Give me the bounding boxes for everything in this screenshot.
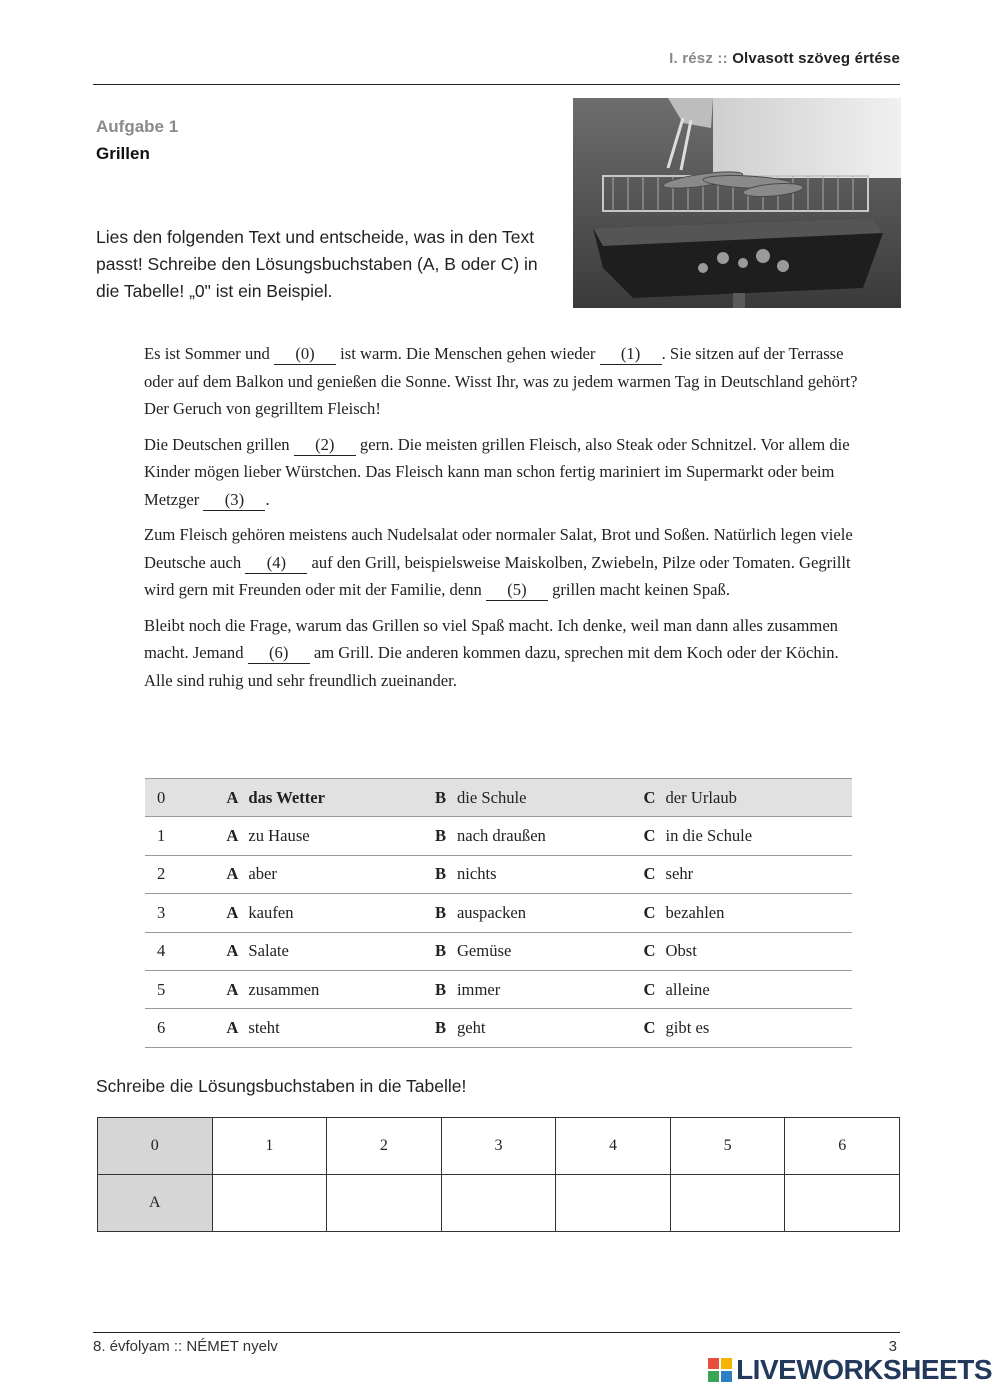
text-run: auf den Grill, beispielsweise Maiskolben, Zwiebeln, Pilze oder Tomaten. Gegrillt wird gern mit Freunden oder mit der Familie, denn xyxy=(144,552,851,599)
option-row xyxy=(145,855,852,893)
option-text: nach draußen xyxy=(456,826,546,846)
answer-header-row xyxy=(98,1118,900,1175)
footer-divider xyxy=(93,1332,900,1333)
task-label: Aufgabe 1 xyxy=(96,117,179,136)
option-number: 4 xyxy=(145,932,226,970)
answer-caption: Schreibe die Lösungsbuchstaben in die Tabelle! xyxy=(96,1076,467,1096)
gap-0: (0) xyxy=(274,344,336,365)
option-text: die Schule xyxy=(456,787,527,807)
option-text: auspacken xyxy=(456,902,527,922)
option-text: Gemüse xyxy=(456,941,512,961)
option-text: kaufen xyxy=(248,902,294,922)
text-run: . xyxy=(265,489,270,509)
text-run: . Sie sitzen auf der Terrasse oder auf dem Balkon und genießen die Sonne. Wisst Ihr, was zu jedem warmen Tag in Deutschland gehört? Der Geruch von gegrilltem Fleisch! xyxy=(144,344,858,418)
option-text: Obst xyxy=(665,941,697,961)
gap-5: (5) xyxy=(486,580,548,601)
option-row xyxy=(145,779,852,817)
option-letter: B xyxy=(434,902,447,922)
option-number: 1 xyxy=(145,817,226,855)
answer-header-cell: 5 xyxy=(670,1118,785,1175)
gap-4: (4) xyxy=(245,553,307,574)
option-row xyxy=(145,932,852,970)
answer-cell-2[interactable] xyxy=(327,1175,442,1232)
page-number: 3 xyxy=(888,1338,897,1355)
header-divider xyxy=(93,84,900,85)
option-number: 3 xyxy=(145,894,226,932)
answer-row xyxy=(98,1175,900,1232)
answer-header-cell: 6 xyxy=(785,1118,900,1175)
option-c xyxy=(644,779,853,817)
option-c xyxy=(644,970,853,1008)
option-text: in die Schule xyxy=(665,826,753,846)
photo-grill-leg xyxy=(733,293,745,308)
option-text: gibt es xyxy=(665,1018,710,1038)
option-letter: A xyxy=(226,941,239,961)
answer-header-cell: 2 xyxy=(327,1118,442,1175)
answer-cell-1[interactable] xyxy=(212,1175,327,1232)
photo-shirt xyxy=(713,98,901,178)
option-letter: C xyxy=(643,941,656,961)
section-header xyxy=(669,50,900,67)
option-c xyxy=(644,817,853,855)
option-a xyxy=(226,1009,435,1047)
option-text: Salate xyxy=(248,941,289,961)
task-instructions: Lies den folgenden Text und entscheide, was in den Text passt! Schreibe den Lösungsbuchstaben (A, B oder C) in die Tabelle! „0" ist ein Beispiel. xyxy=(96,227,538,301)
option-letter: C xyxy=(643,902,656,922)
option-letter: B xyxy=(434,1018,447,1038)
reading-text xyxy=(144,340,864,702)
text-run: grillen macht keinen Spaß. xyxy=(547,580,730,599)
option-text: immer xyxy=(456,979,501,999)
option-c xyxy=(644,855,853,893)
logo-block xyxy=(708,1371,719,1382)
option-b xyxy=(435,932,644,970)
gap-2: (2) xyxy=(294,435,356,456)
option-c xyxy=(644,1009,853,1047)
option-text: geht xyxy=(456,1018,486,1038)
option-letter: B xyxy=(434,864,447,884)
option-number: 5 xyxy=(145,970,226,1008)
section-title: Olvasott szöveg értése xyxy=(732,50,900,67)
logo-block xyxy=(721,1358,732,1369)
option-row xyxy=(145,1009,852,1047)
option-text: bezahlen xyxy=(665,902,725,922)
option-text: zu Hause xyxy=(248,826,310,846)
option-number: 2 xyxy=(145,855,226,893)
option-text: steht xyxy=(248,1018,280,1038)
option-text: alleine xyxy=(665,979,710,999)
option-letter: A xyxy=(226,864,239,884)
task-title: Grillen xyxy=(96,144,150,163)
option-a xyxy=(226,932,435,970)
logo-block xyxy=(708,1358,719,1369)
text-run: am Grill. Die anderen kommen dazu, sprechen mit dem Koch oder der Köchin. Alle sind ruhig und sehr freundlich zueinander. xyxy=(144,643,839,690)
footer-grade: 8. évfolyam :: NÉMET nyelv xyxy=(93,1338,278,1355)
logo-block xyxy=(721,1371,732,1382)
option-letter: B xyxy=(434,941,447,961)
answer-cell-6[interactable] xyxy=(785,1175,900,1232)
option-a xyxy=(226,817,435,855)
grill-photo xyxy=(573,98,901,308)
option-a xyxy=(226,855,435,893)
option-text: zusammen xyxy=(248,979,320,999)
option-text: das Wetter xyxy=(248,787,326,807)
option-number: 0 xyxy=(145,779,226,817)
option-b xyxy=(435,970,644,1008)
option-letter: A xyxy=(226,1018,239,1038)
text-run: Bleibt noch die Frage, warum das Grillen so viel Spaß macht. Ich denke, weil man dann alles zusammen macht. Jemand xyxy=(144,615,838,662)
option-c xyxy=(644,932,853,970)
answer-header-cell: 4 xyxy=(556,1118,671,1175)
answer-header-cell: 1 xyxy=(212,1118,327,1175)
option-b xyxy=(435,817,644,855)
option-letter: B xyxy=(434,787,447,807)
option-letter: C xyxy=(643,787,656,807)
option-b xyxy=(435,1009,644,1047)
option-letter: C xyxy=(643,826,656,846)
option-text: sehr xyxy=(665,864,694,884)
option-letter: A xyxy=(226,979,239,999)
option-a xyxy=(226,779,435,817)
option-a xyxy=(226,894,435,932)
text-run: ist warm. Die Menschen gehen wieder xyxy=(336,344,600,363)
options-body xyxy=(145,779,852,1048)
option-letter: C xyxy=(643,864,656,884)
answer-table xyxy=(97,1117,900,1232)
option-letter: A xyxy=(226,787,239,807)
option-b xyxy=(435,855,644,893)
gap-6: (6) xyxy=(248,643,310,664)
paragraph-1 xyxy=(144,340,864,423)
option-row xyxy=(145,817,852,855)
logo-text: LIVEWORKSHEETS xyxy=(736,1354,992,1385)
part-label: I. rész :: xyxy=(669,50,728,67)
option-c xyxy=(644,894,853,932)
text-run: Es ist Sommer und xyxy=(144,344,274,363)
gap-3: (3) xyxy=(203,490,265,511)
answer-cell-example: A xyxy=(98,1175,213,1232)
options-table xyxy=(145,778,852,1048)
option-b xyxy=(435,779,644,817)
option-text: der Urlaub xyxy=(665,787,737,807)
gap-1: (1) xyxy=(600,344,662,365)
option-b xyxy=(435,894,644,932)
text-run: gern. Die meisten grillen Fleisch, also Steak oder Schnitzel. Vor allem die Kinder mögen lieber Würstchen. Das Fleisch kann man schon fertig mariniert im Supermarkt oder beim Metzger xyxy=(144,434,850,509)
option-text: nichts xyxy=(456,864,497,884)
logo-blocks-icon xyxy=(708,1358,732,1382)
answer-header-cell: 3 xyxy=(441,1118,556,1175)
paragraph-3 xyxy=(144,521,864,604)
option-letter: B xyxy=(434,979,447,999)
option-row xyxy=(145,894,852,932)
answer-cell-4[interactable] xyxy=(556,1175,671,1232)
answer-cell-3[interactable] xyxy=(441,1175,556,1232)
paragraph-2 xyxy=(144,431,864,514)
text-run: Die Deutschen grillen xyxy=(144,434,294,454)
option-letter: C xyxy=(643,979,656,999)
option-letter: C xyxy=(643,1018,656,1038)
option-letter: B xyxy=(434,826,447,846)
option-letter: A xyxy=(226,826,239,846)
text-run: Zum Fleisch gehören meistens auch Nudelsalat oder normaler Salat, Brot und Soßen. Natürlich legen viele Deutsche auch xyxy=(144,525,853,572)
liveworksheets-logo[interactable] xyxy=(708,1354,992,1386)
option-a xyxy=(226,970,435,1008)
paragraph-4 xyxy=(144,612,864,695)
option-letter: A xyxy=(226,902,239,922)
option-number: 6 xyxy=(145,1009,226,1047)
answer-cell-5[interactable] xyxy=(670,1175,785,1232)
option-row xyxy=(145,970,852,1008)
option-text: aber xyxy=(248,864,277,884)
answer-header-cell: 0 xyxy=(98,1118,213,1175)
